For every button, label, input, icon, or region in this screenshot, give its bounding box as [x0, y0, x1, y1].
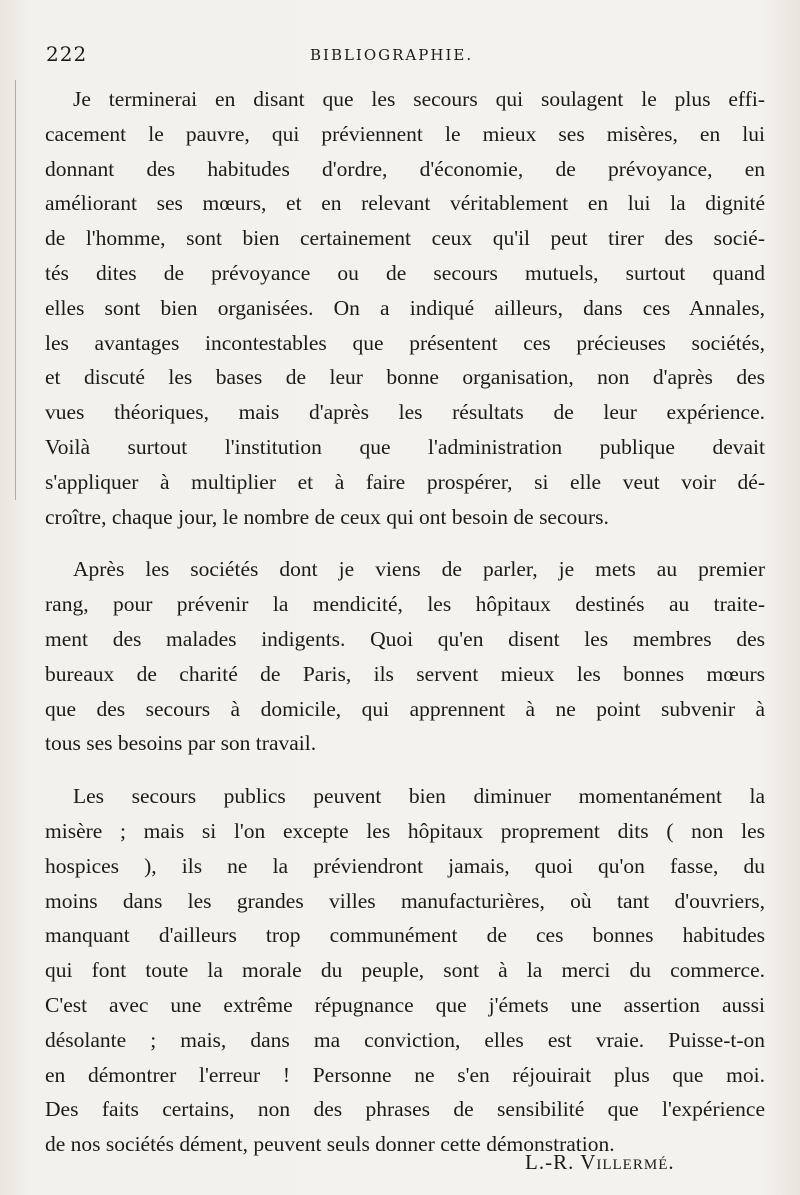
text-line: cacement le pauvre, qui préviennent le mieux ses misères, en lui [45, 121, 765, 146]
page-header [40, 38, 760, 68]
text-line: Les secours publics peuvent bien diminuer momentanément la [73, 784, 765, 809]
text-line: désolante ; mais, dans ma conviction, elles est vraie. Puisse-t-on [45, 1027, 765, 1052]
page-number: 222 [46, 42, 88, 66]
paragraph-3 [45, 779, 765, 1162]
text-line: améliorant ses mœurs, et en relevant véritablement en lui la dignité [45, 191, 765, 216]
text-line: Je terminerai en disant que les secours qui soulagent le plus effi- [73, 87, 765, 111]
text-line: Voilà surtout l'institution que l'administration publique devait [45, 434, 765, 459]
text-line: moins dans les grandes villes manufacturières, où tant d'ouvriers, [45, 888, 765, 913]
text-line: de l'homme, sont bien certainement ceux qu'il peut tirer des socié- [45, 226, 765, 251]
text-line: en démontrer l'erreur ! Personne ne s'en réjouirait plus que moi. [45, 1062, 765, 1087]
text-line: donnant des habitudes d'ordre, d'économie, de prévoyance, en [45, 156, 765, 181]
margin-mark [15, 80, 16, 500]
running-title: BIBLIOGRAPHIE. [310, 46, 474, 64]
text-line: de nos sociétés dément, peuvent seuls donner cette démonstration. [45, 1132, 615, 1157]
text-line: hospices ), ils ne la préviendront jamais, quoi qu'on fasse, du [45, 853, 765, 878]
text-line: vues théoriques, mais d'après les résultats de leur expérience. [45, 400, 765, 425]
text-line: rang, pour prévenir la mendicité, les hôpitaux destinés au traite- [45, 592, 765, 617]
text-line: les avantages incontestables que présentent ces précieuses sociétés, [45, 330, 765, 355]
text-line: Des faits certains, non des phrases de sensibilité que l'expérience [45, 1097, 765, 1122]
text-line: tés dites de prévoyance ou de secours mutuels, surtout quand [45, 260, 765, 285]
text-line: elles sont bien organisées. On a indiqué ailleurs, dans ces Annales, [45, 295, 765, 320]
text-line: qui font toute la morale du peuple, sont à la merci du commerce. [45, 958, 765, 983]
text-line: tous ses besoins par son travail. [45, 731, 317, 756]
body-text [45, 82, 765, 1180]
text-line: misère ; mais si l'on excepte les hôpitaux proprement dits ( non les [45, 818, 765, 843]
text-line: C'est avec une extrême répugnance que j'émets une assertion aussi [45, 992, 765, 1017]
text-line: s'appliquer à multiplier et à faire prospérer, si elle veut voir dé- [45, 469, 765, 494]
text-line: Après les sociétés dont je viens de parler, je mets au premier [73, 557, 765, 582]
text-line: bureaux de charité de Paris, ils servent mieux les bonnes mœurs [45, 661, 765, 686]
text-line: manquant d'ailleurs trop communément de ces bonnes habitudes [45, 923, 765, 948]
paragraph-1 [45, 82, 765, 534]
author-signature: L.-R. Villermé. [525, 1150, 675, 1174]
paragraph-2 [45, 552, 765, 761]
text-line: ment des malades indigents. Quoi qu'en disent les membres des [45, 626, 765, 651]
text-line: que des secours à domicile, qui apprennent à ne point subvenir à [45, 696, 765, 721]
text-line: et discuté les bases de leur bonne organisation, non d'après des [45, 365, 765, 390]
text-line: croître, chaque jour, le nombre de ceux qui ont besoin de secours. [45, 504, 609, 529]
